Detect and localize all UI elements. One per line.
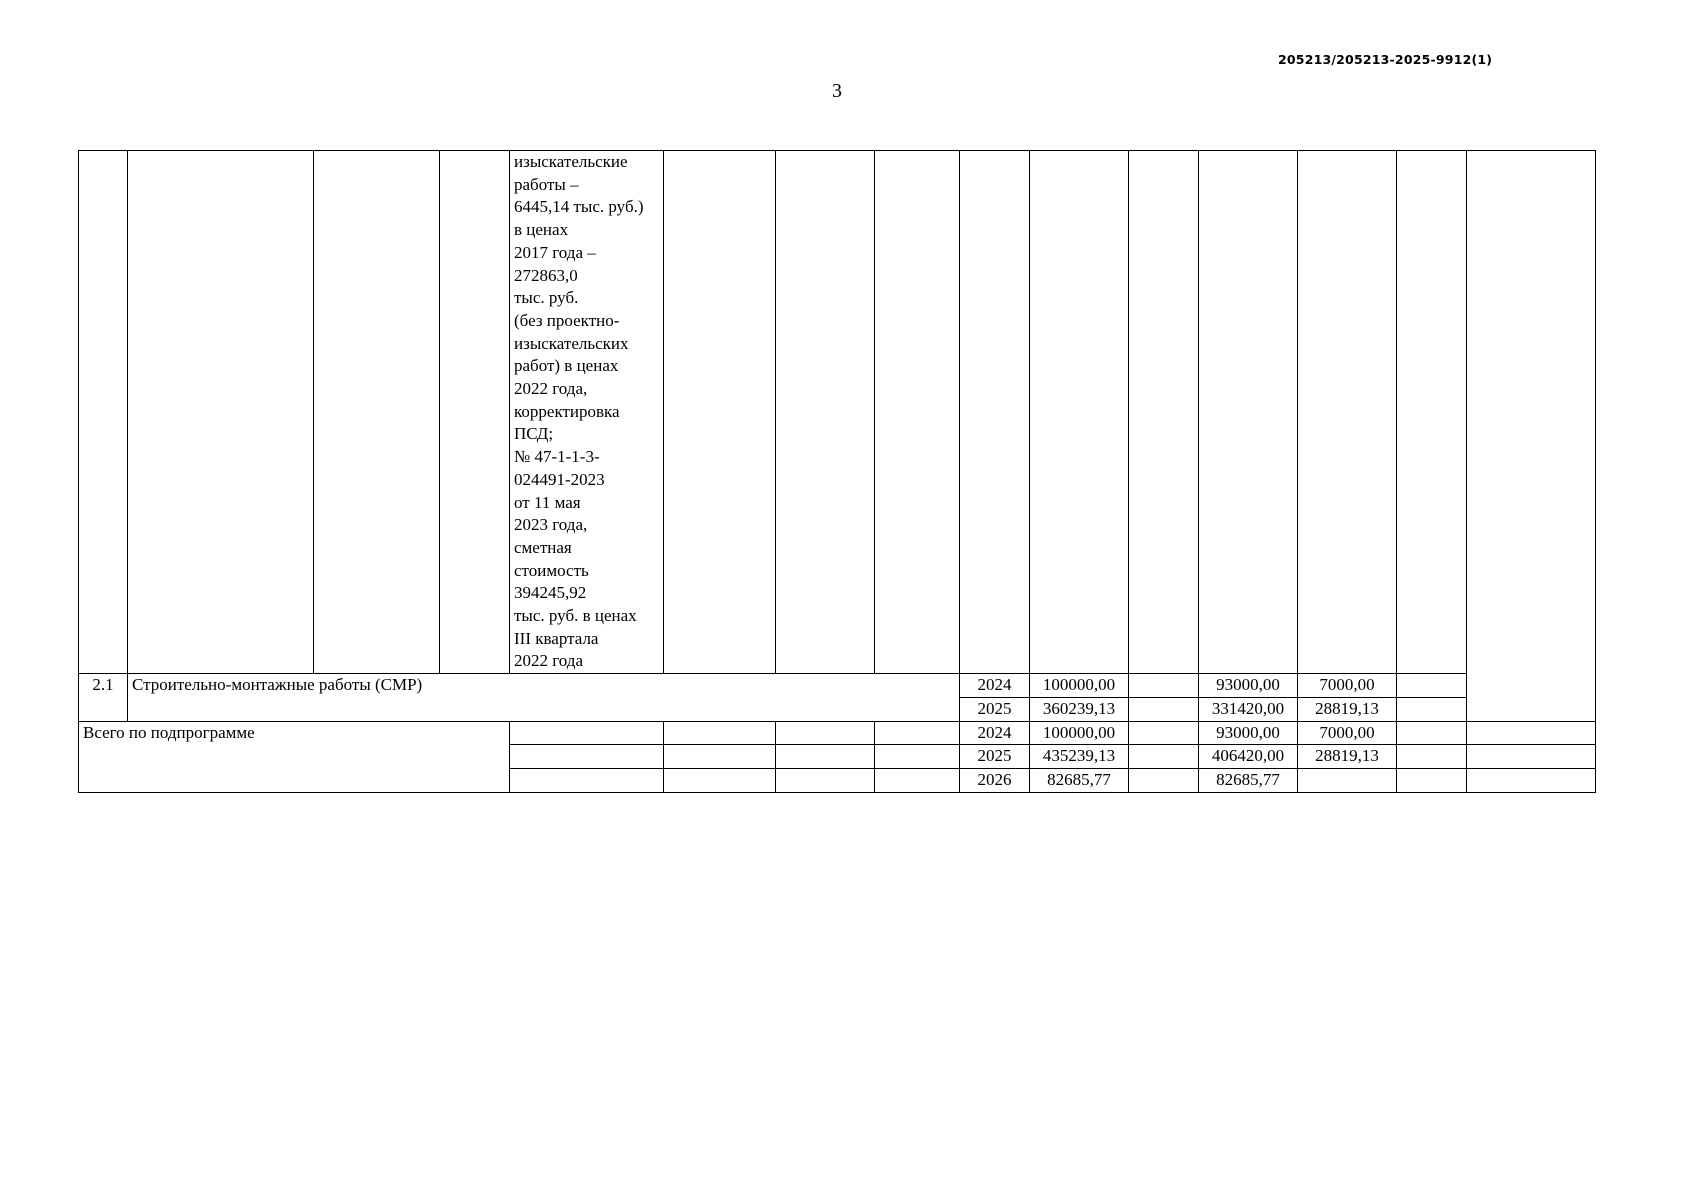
total-cell: 82685,77 xyxy=(1030,768,1129,792)
total-label: Всего по подпрограмме xyxy=(79,721,510,792)
row-title: Строительно-монтажные работы (СМР) xyxy=(128,674,960,721)
cell-empty xyxy=(510,721,664,745)
value-cell: 7000,00 xyxy=(1298,674,1397,698)
value-cell: 82685,77 xyxy=(1199,768,1298,792)
value-cell xyxy=(1129,721,1199,745)
cell-empty xyxy=(875,721,960,745)
cell-empty xyxy=(664,151,776,674)
cell-empty xyxy=(1397,721,1467,745)
cell-empty xyxy=(1199,151,1298,674)
value-cell xyxy=(1129,697,1199,721)
value-cell: 28819,13 xyxy=(1298,697,1397,721)
cell-empty xyxy=(1397,674,1467,698)
cell-empty xyxy=(79,151,128,674)
cell-empty xyxy=(776,745,875,769)
cell-empty xyxy=(1467,721,1596,745)
cell-empty xyxy=(875,745,960,769)
cell-empty xyxy=(1467,768,1596,792)
cell-empty xyxy=(875,768,960,792)
year-cell: 2024 xyxy=(960,674,1030,698)
value-cell: 406420,00 xyxy=(1199,745,1298,769)
row-number: 2.1 xyxy=(79,674,128,721)
total-cell: 360239,13 xyxy=(1030,697,1129,721)
cell-empty xyxy=(664,721,776,745)
total-cell: 435239,13 xyxy=(1030,745,1129,769)
program-table xyxy=(78,150,1596,793)
cell-empty xyxy=(1397,697,1467,721)
cell-empty xyxy=(1467,745,1596,769)
value-cell: 93000,00 xyxy=(1199,674,1298,698)
total-row xyxy=(79,721,1596,745)
cell-empty xyxy=(960,151,1030,674)
page-number: 3 xyxy=(832,80,842,102)
cell-empty xyxy=(314,151,440,674)
cell-empty xyxy=(510,745,664,769)
cell-empty xyxy=(1397,768,1467,792)
cell-empty xyxy=(440,151,510,674)
value-cell xyxy=(1129,674,1199,698)
value-cell: 7000,00 xyxy=(1298,721,1397,745)
cell-empty xyxy=(1030,151,1129,674)
cell-empty xyxy=(1467,151,1596,674)
cell-empty xyxy=(664,745,776,769)
year-cell: 2026 xyxy=(960,768,1030,792)
value-cell xyxy=(1129,745,1199,769)
cell-empty xyxy=(776,151,875,674)
cell-empty xyxy=(776,768,875,792)
continuation-row xyxy=(79,151,1596,674)
description-cell: изыскательские работы – 6445,14 тыс. руб.) в ценах 2017 года – 272863,0 тыс. руб. (без проектно- изыскательских работ) в ценах 2022 года, корректировка ПСД; № 47-1-1-3- 024491-2023 от 11 мая 2023 года, сметная стоимость 394245,92 тыс. руб. в ценах III квартала 2022 года xyxy=(510,151,664,674)
value-cell: 28819,13 xyxy=(1298,745,1397,769)
year-cell: 2025 xyxy=(960,697,1030,721)
cell-empty xyxy=(1397,151,1467,674)
cell-empty xyxy=(128,151,314,674)
cell-empty xyxy=(1129,151,1199,674)
total-cell: 100000,00 xyxy=(1030,721,1129,745)
year-cell: 2024 xyxy=(960,721,1030,745)
total-cell: 100000,00 xyxy=(1030,674,1129,698)
cell-empty xyxy=(875,151,960,674)
value-cell xyxy=(1129,768,1199,792)
value-cell: 93000,00 xyxy=(1199,721,1298,745)
cell-empty xyxy=(664,768,776,792)
cell-empty xyxy=(776,721,875,745)
table-row xyxy=(79,674,1596,698)
value-cell xyxy=(1298,768,1397,792)
cell-empty xyxy=(1298,151,1397,674)
cell-empty xyxy=(1467,674,1596,721)
document-id: 205213/205213-2025-9912(1) xyxy=(1278,52,1493,67)
cell-empty xyxy=(1397,745,1467,769)
year-cell: 2025 xyxy=(960,745,1030,769)
cell-empty xyxy=(510,768,664,792)
value-cell: 331420,00 xyxy=(1199,697,1298,721)
